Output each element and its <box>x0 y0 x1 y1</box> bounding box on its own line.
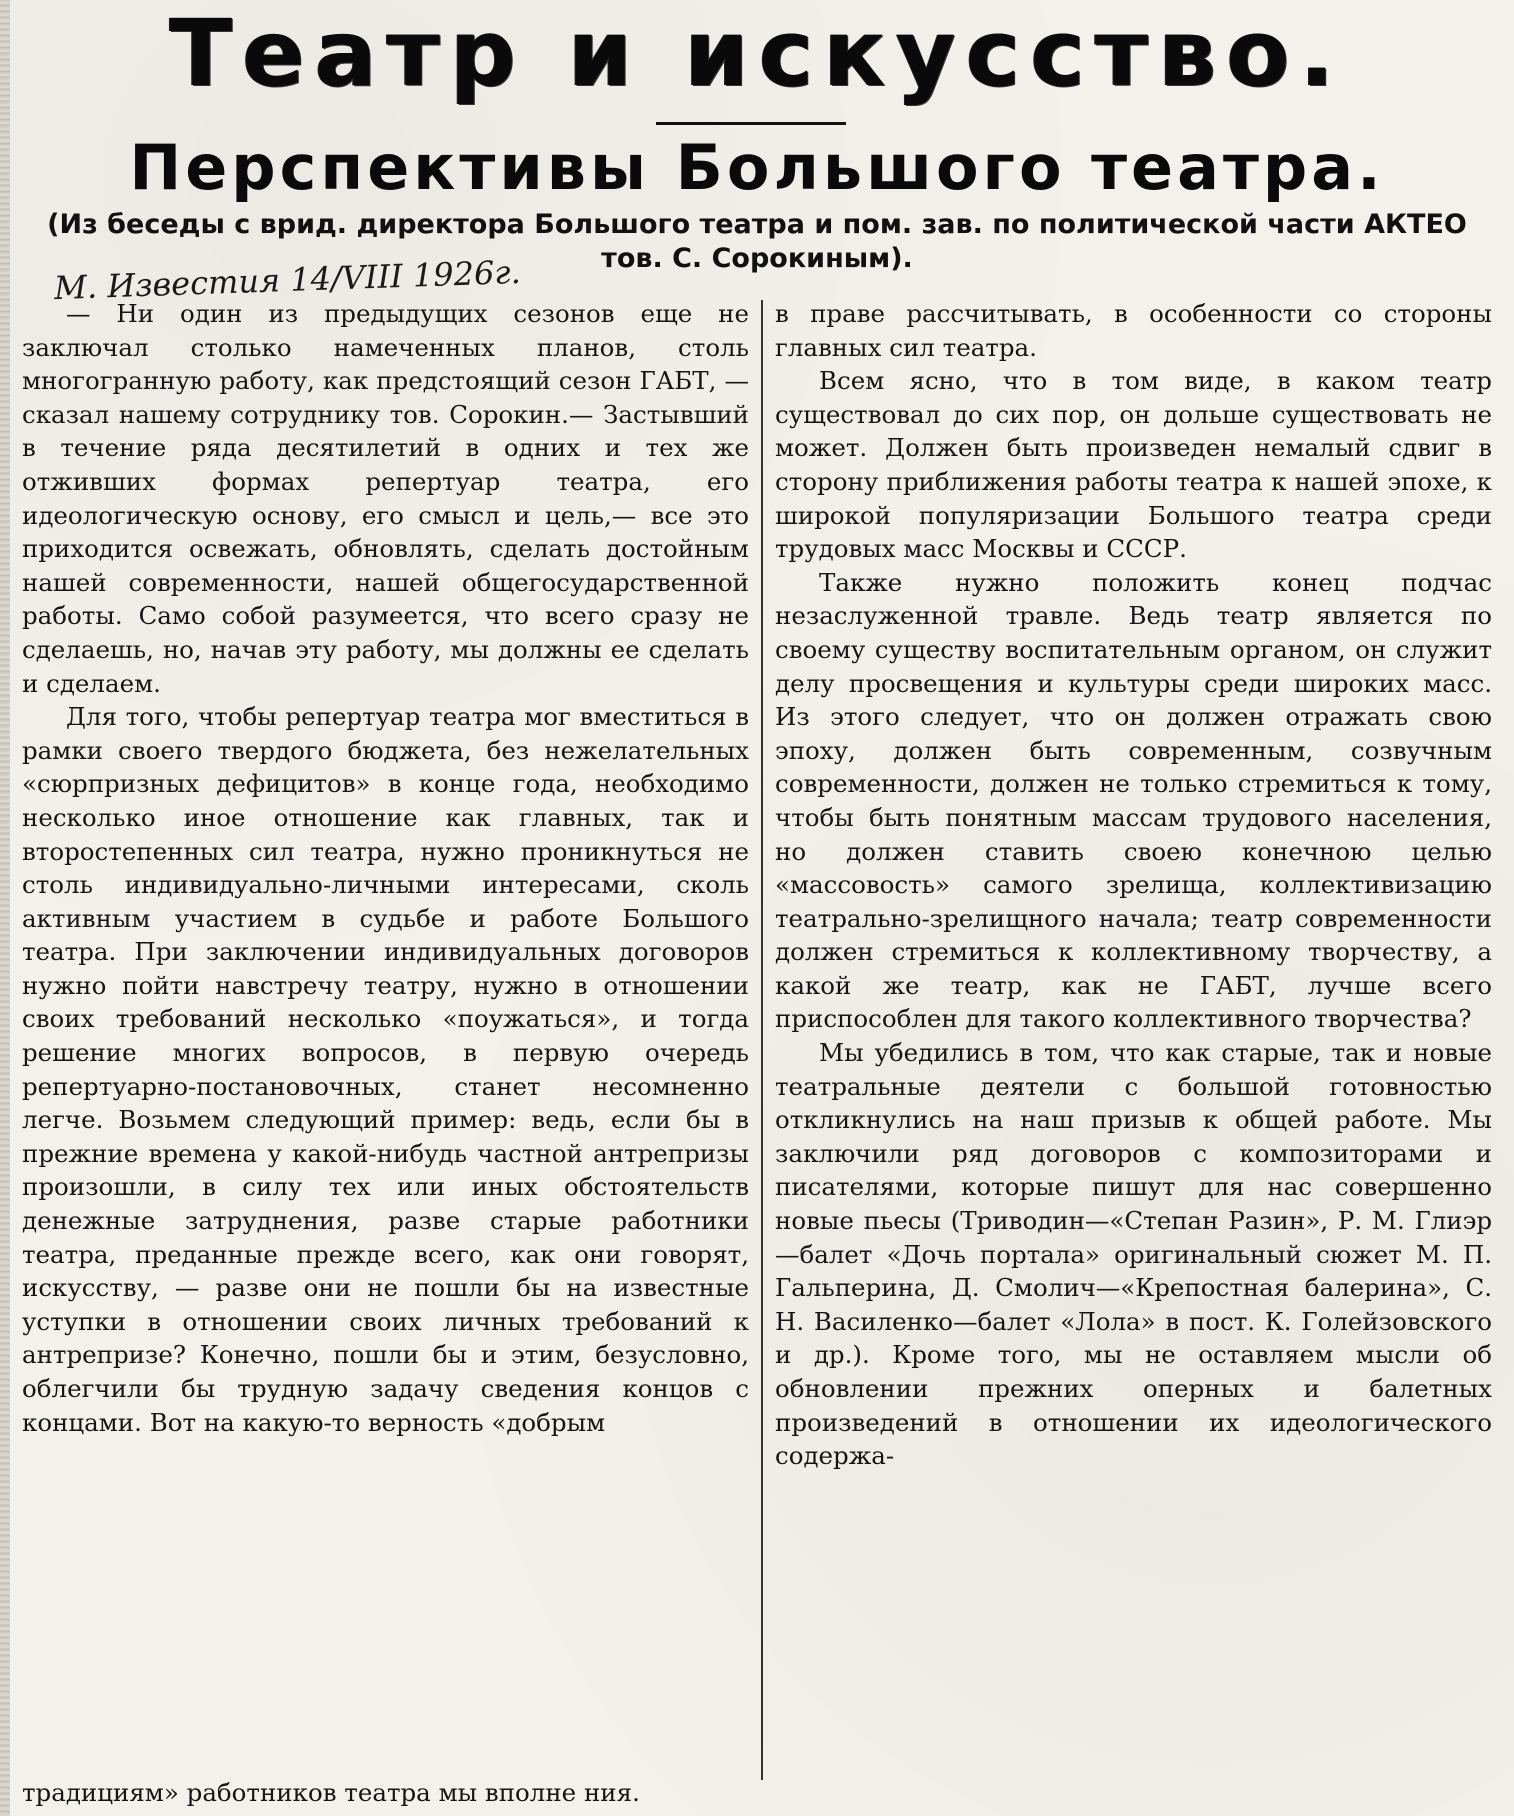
paragraph: Всем ясно, что в том виде, в каком театр существовал до сих пор, он дольше существовать не может. Должен быть произведен немалый сдвиг в сторону приближения работы театра к нашей эпохе, к широкой популяризации Большого театра среди трудовых масс Москвы и СССР. <box>775 366 1492 564</box>
paragraph: в праве рассчитывать, в особенности со стороны главных сил театра. <box>775 299 1492 362</box>
article-column-right <box>775 297 1492 1473</box>
paragraph: — Ни один из предыдущих сезонов еще не заключал столько намеченных планов, столь многогранную работу, как предстоящий сезон ГАБТ, — сказал нашему сотруднику тов. Сорокин.— Застывший в течение ряда десятилетий в одних и тех же отживших формах репертуар театра, его идеологическую основу, его смысл и цель,— все это приходится освежать, обновлять, сделать достойным нашей современности, нашей общегосударственной работы. Само собой разумеется, что всего сразу не сделаешь, но, начав эту работу, мы должны ее сделать и сделаем. <box>22 299 749 698</box>
column-divider <box>761 300 763 1780</box>
paragraph: Для того, чтобы репертуар театра мог вместиться в рамки своего твердого бюджета, без нежелательных «сюрпризных дефицитов» в конце года, необходимо несколько иное отношение как главных, так и второстепенных сил театра, нужно проникнуться не столь индивидуально-личными интересами, сколь активным участием в судьбе и работе Большого театра. При заключении индивидуальных договоров нужно пойти навстречу театру, нужно в отношении своих требований несколько «поужаться», и тогда решение многих вопросов, в первую очередь репертуарно-постановочных, станет несомненно легче. Возьмем следующий пример: ведь, если бы в прежние времена у какой-нибудь частной антрепризы произошли, в силу тех или иных обстоятельств денежные затруднения, разве старые работники театра, преданные прежде всего, как они говорят, искусству, — разве они не пошли бы на известные уступки в отношении своих личных требований к антрепризе? Конечно, пошли бы и этим, безусловно, облегчили бы трудную задачу сведения концов с концами. Вот на какую-то верность «добрым <box>22 702 749 1437</box>
scan-edge <box>0 0 10 1816</box>
paragraph: Также нужно положить конец подчас незаслуженной травле. Ведь театр является по своему существу воспитательным органом, он служит делу просвещения и культуры среди широких масс. Из этого следует, что он должен отражать свою эпоху, должен быть современным, созвучным современности, должен не только стремиться к тому, чтобы быть понятным массам трудового населения, но должен ставить своею конечною целью «массовость» самого зрелища, коллективизацию театрально-зрелищного начала; театр современности должен стремиться к коллективному творчеству, а какой же театр, как не ГАБТ, лучше всего приспособлен для такого коллективного творчества? <box>775 567 1492 1034</box>
handwritten-annotation: М. Известия 14/VIII 1926г. <box>53 252 522 308</box>
article-column-left <box>22 297 749 1439</box>
section-title: Театр и искусство. <box>169 0 1345 107</box>
paragraph: Мы убедились в том, что как старые, так и новые театральные деятели с большой готовностью откликнулись на наш призыв к общей работе. Мы заключили ряд договоров с композиторами и писателями, которые пишут для нас совершенно новые пьесы (Триводин—«Степан Разин», Р. М. Глиэр—балет «Дочь портала» оригинальный сюжет М. П. Гальперина, Д. Смолич—«Крепостная балерина», С. Н. Василенко—балет «Лола» в пост. К. Голейзовского и др.). Кроме того, мы не оставляем мысли об обновлении прежних оперных и балетных произведений в отношении их идеологического содержа- <box>775 1038 1492 1471</box>
title-divider <box>656 122 846 125</box>
article-headline: Перспективы Большого театра. <box>129 131 1385 204</box>
article-continuation-line: традициям» работников театра мы вполне ния. <box>22 1778 640 1807</box>
article-subheading: (Из беседы с врид. директора Большого театра и пом. зав. по политической части АКТЕО тов. С. Сорокиным). <box>47 209 1467 274</box>
